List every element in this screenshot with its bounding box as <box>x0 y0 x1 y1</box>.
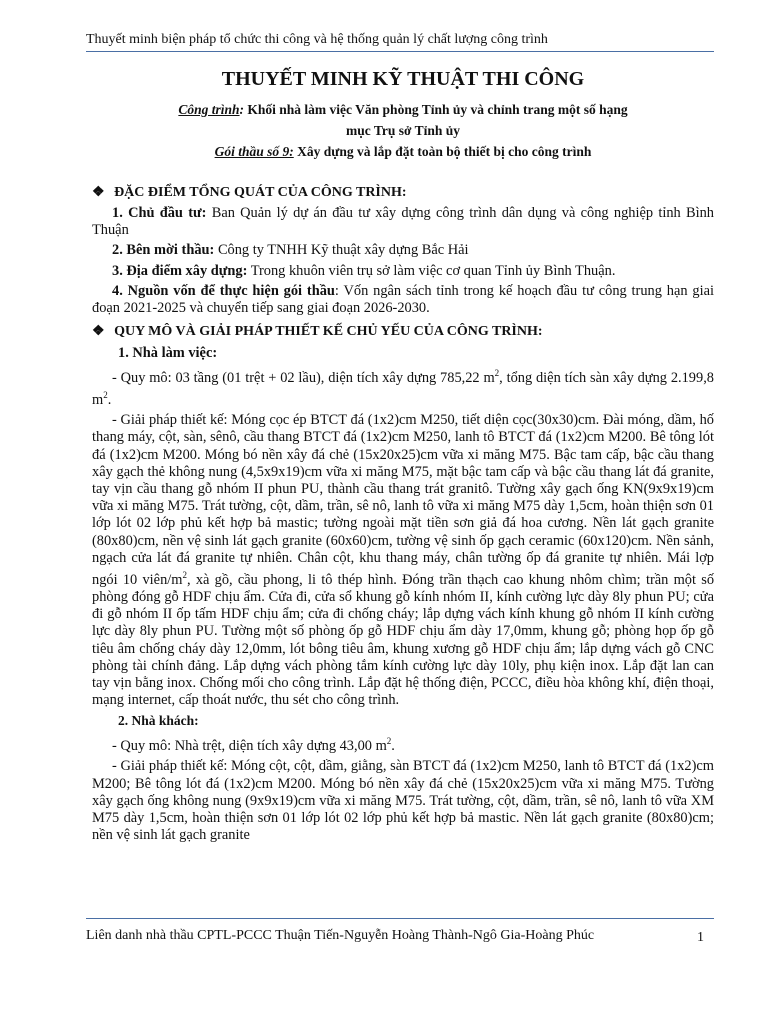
owner-item <box>92 205 714 239</box>
section-2-heading <box>92 323 714 341</box>
location-label: 3. Địa điểm xây dựng: <box>112 262 248 279</box>
package-text: Xây dựng và lắp đặt toàn bộ thiết bị cho công trình <box>297 144 592 159</box>
inviter-label: 2. Bên mời thầu: <box>112 242 215 259</box>
diamond-bullet-icon: ❖ <box>92 324 105 340</box>
office-building-heading: 1. Nhà làm việc: <box>118 345 218 362</box>
project-line-1: Công trình: Khối nhà làm việc Văn phòng Tỉnh ủy và chỉnh trang một số hạng <box>178 102 628 117</box>
funding-item <box>92 283 714 317</box>
document-body <box>92 68 714 847</box>
guesthouse-scale: - Quy mô: Nhà trệt, diện tích xây dựng 43,00 $m^2$. <box>112 736 395 755</box>
document-title: THUYẾT MINH KỸ THUẬT THI CÔNG <box>221 68 585 90</box>
location-text: Trong khuôn viên trụ sở làm việc cơ quan Tỉnh ủy Bình Thuận. <box>250 262 616 279</box>
project-name-1: Khối nhà làm việc Văn phòng Tỉnh ủy và chỉnh trang một số hạng <box>247 102 628 117</box>
funding-label: 4. Nguồn vốn để thực hiện gói thầu <box>112 282 335 299</box>
guesthouse-design: - Giải pháp thiết kế: Móng cột, cột, dầm, giằng, sàn BTCT đá (1x2)cm M250, lanh tô BTCT đá (1x2)cm M200; Bê tông lót đá (1x2)cm M200. Móng bó nền xây đá chẻ (15x20x25)cm vữa xi măng M75. Tường xây gạch ống không nung (9x9x19)cm vữa xi măng M75. Trát tường, cột, dầm, trần, sê nô, lanh tô vữa XM M75 dày 1,5cm, hoàn thiện sơn 01 lớp lót 02 lớp phủ kết hợp bả mastic. Nền lát gạch granite (80x80)cm; nền vệ sinh lát gạch granite <box>92 758 714 844</box>
office-design: - Giải pháp thiết kế: Móng cọc ép BTCT đá (1x2)cm M250, tiết diện cọc(30x30)cm. Đài móng, dầm, hố thang máy, cột, sàn, sênô, cầu thang BTCT đá (1x2)cm M250, lanh tô BTCT đá (1x2)cm M200. Bê tông lót đá (1x2)cm M200. Móng bó nền xây đá chẻ (15x20x25)cm vữa xi măng M75. Bậc tam cấp, bậc cầu thang xây gạch thẻ không nung (4,5x9x19)cm vữa xi măng M75, mặt bậc tam cấp và bậc cầu thang lát đá granite, tay vịn cầu thang gỗ nhóm II phun PU, thành cầu thang trát granitô. Tường xây gạch ống KN(9x9x19)cm vữa xi măng M75. Trát tường, cột, dầm, trần, sê nô, lanh tô vữa xi măng M75 dày 1,5cm, hoàn thiện sơn 01 lớp lót 02 lớp phủ kết hợp bả mastic; tường ngoài mặt tiền sơn giả đá hoa cương. Nền lát gạch granite (80x80)cm, nền vệ sinh lát gạch granite (60x60)cm, tường vệ sinh ốp gạch ceramic (60x120)cm. Nền sảnh, ngạch cửa lát đá granite tự nhiên. Chân cột, khu thang máy, chân tường ốp đá granite tự nhiên. Mái lợp ngói 10 viên/$m^2$, xà gồ, cầu phong, li tô thép hình. Đóng trần thạch cao khung nhôm chìm; trần một số phòng đóng gỗ HDF chịu ẩm. Cửa đi, cửa sổ khung gỗ kính nhóm II, kính cường lực dày 8ly phun PU; cửa đi gỗ nhóm II ốp tấm HDF chịu ẩm; cửa đi chống cháy; lắp dựng vách kính khung gỗ nhóm II kính cường lực dày 8ly phun PU. Tường một số phòng ốp gỗ HDF chịu ẩm dày 17,0mm, khung gỗ; phòng họp ốp gỗ tiêu âm chống cháy dày 12,0mm, lót bông tiêu âm, khung xương gỗ HDF chịu ẩm; lắp dựng vách gỗ CNC phòng tài chính đảng. Lắp dựng vách phòng tắm kính cường lực dày 10ly, phụ kiện inox. Lắp đặt lan can tay vịn bằng inox. Chống mối cho công trình. Lắp đặt hệ thống điện, PCCC, điều hòa không khí, điện thoại, mạng internet, cấp thoát nước, thu sét cho công trình. <box>92 412 715 709</box>
owner-text: Ban Quản lý dự án đầu tư xây dựng công trình dân dụng và công nghiệp tỉnh Bình Thuận <box>92 205 714 239</box>
inviter-text: Công ty TNHH Kỹ thuật xây dựng Bắc Hải <box>217 242 469 259</box>
page-number: 1 <box>697 930 704 945</box>
project-line-2: mục Trụ sở Tỉnh ủy <box>345 123 461 138</box>
package-label: Gói thầu số 9: <box>214 144 294 159</box>
package-line <box>92 141 714 162</box>
section-1-title: ĐẶC ĐIỂM TỔNG QUÁT CỦA CÔNG TRÌNH: <box>114 185 407 200</box>
office-scale: - Quy mô: 03 tầng (01 trệt + 02 lầu), diện tích xây dựng 785,22 $m^2$, tổng diện tích sàn xây dựng 2.199,8 $m^2$. <box>92 368 714 409</box>
funding-text: : Vốn ngân sách tỉnh trong kế hoạch đầu tư công trung hạn giai đoạn 2021-2025 và chuyển tiếp sang giai đoạn 2026-2030. <box>92 282 714 317</box>
page-header: Thuyết minh biện pháp tổ chức thi công và hệ thống quản lý chất lượng công trình <box>86 31 714 52</box>
project-label: Công trình <box>178 102 240 117</box>
guesthouse-heading: 2. Nhà khách: <box>118 713 199 729</box>
diamond-bullet-icon: ❖ <box>92 185 105 200</box>
section-1-heading <box>92 184 714 202</box>
footer-text: Liên danh nhà thầu CPTL-PCCC Thuận Tiến-Nguyễn Hoàng Thành-Ngô Gia-Hoàng Phúc <box>86 928 595 943</box>
owner-label: 1. Chủ đầu tư: <box>112 205 207 221</box>
location-item <box>92 263 714 280</box>
inviter-item <box>92 242 714 259</box>
section-2-title: QUY MÔ VÀ GIẢI PHÁP THIẾT KẾ CHỦ YẾU CỦA CÔNG TRÌNH: <box>114 324 543 340</box>
page-footer <box>86 918 714 949</box>
